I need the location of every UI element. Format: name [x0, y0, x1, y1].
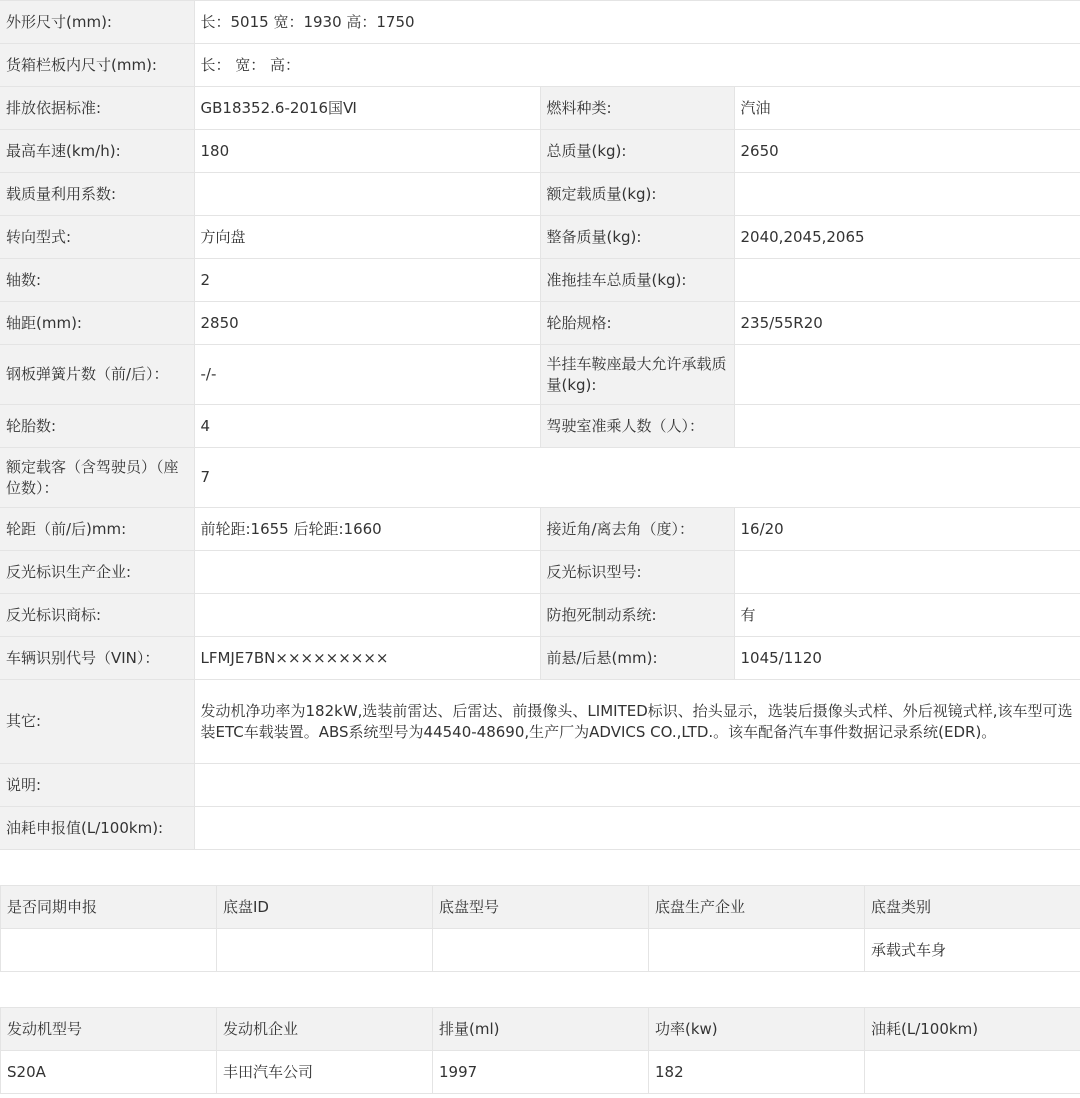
spec-label: 燃料种类: — [540, 87, 734, 130]
spec-row — [0, 551, 1080, 594]
spec-value: 长：5015 宽：1930 高：1750 — [194, 1, 1080, 44]
column-header: 发动机企业 — [217, 1008, 433, 1051]
table-row — [1, 1051, 1080, 1094]
column-header: 是否同期申报 — [1, 886, 217, 929]
spec-row-dimensions — [0, 1, 1080, 44]
spec-label: 最高车速(km/h): — [0, 130, 194, 173]
table-cell — [433, 929, 649, 972]
spec-value: 235/55R20 — [734, 302, 1080, 345]
spec-label: 载质量利用系数: — [0, 173, 194, 216]
spec-value: 前轮距:1655 后轮距:1660 — [194, 508, 540, 551]
spec-value — [734, 173, 1080, 216]
spec-row — [0, 508, 1080, 551]
spec-label: 轮距（前/后)mm: — [0, 508, 194, 551]
spec-label: 说明: — [0, 764, 194, 807]
spec-row — [0, 345, 1080, 405]
spec-row — [0, 637, 1080, 680]
column-header: 底盘类别 — [865, 886, 1080, 929]
spec-label: 外形尺寸(mm): — [0, 1, 194, 44]
spec-value — [734, 551, 1080, 594]
spec-row-other — [0, 680, 1080, 764]
table-cell: S20A — [1, 1051, 217, 1094]
section-spacer — [0, 850, 1080, 885]
spec-label: 半挂车鞍座最大允许承载质量(kg): — [540, 345, 734, 405]
table-cell — [1, 929, 217, 972]
spec-row-notes — [0, 764, 1080, 807]
spec-value: 有 — [734, 594, 1080, 637]
spec-label: 准拖挂车总质量(kg): — [540, 259, 734, 302]
section-spacer — [0, 972, 1080, 1007]
spec-value: 2 — [194, 259, 540, 302]
spec-label: 钢板弹簧片数（前/后）： — [0, 345, 194, 405]
column-header: 功率(kw) — [649, 1008, 865, 1051]
spec-value: 2040,2045,2065 — [734, 216, 1080, 259]
spec-value — [194, 594, 540, 637]
spec-value: 4 — [194, 405, 540, 448]
spec-label: 转向型式: — [0, 216, 194, 259]
engine-header-row — [1, 1008, 1080, 1051]
spec-label: 额定载客（含驾驶员）（座位数）： — [0, 448, 194, 508]
spec-label: 轮胎规格: — [540, 302, 734, 345]
spec-row — [0, 87, 1080, 130]
spec-label: 驾驶室准乘人数（人）： — [540, 405, 734, 448]
table-cell — [649, 929, 865, 972]
spec-value: LFMJE7BN××××××××× — [194, 637, 540, 680]
spec-value: GB18352.6-2016国Ⅵ — [194, 87, 540, 130]
spec-label: 反光标识商标: — [0, 594, 194, 637]
table-row — [1, 929, 1080, 972]
spec-label: 油耗申报值(L/100km): — [0, 807, 194, 850]
spec-label: 整备质量(kg): — [540, 216, 734, 259]
chassis-table — [0, 885, 1080, 972]
spec-label: 货箱栏板内尺寸(mm): — [0, 44, 194, 87]
spec-row-cargo-box — [0, 44, 1080, 87]
spec-row-seats — [0, 448, 1080, 508]
spec-value — [194, 764, 1080, 807]
engine-table — [0, 1007, 1080, 1094]
table-cell: 丰田汽车公司 — [217, 1051, 433, 1094]
column-header: 底盘生产企业 — [649, 886, 865, 929]
spec-value: 2850 — [194, 302, 540, 345]
spec-value: 7 — [194, 448, 1080, 508]
spec-label: 轮胎数: — [0, 405, 194, 448]
spec-value: 方向盘 — [194, 216, 540, 259]
spec-row — [0, 594, 1080, 637]
spec-label: 防抱死制动系统: — [540, 594, 734, 637]
spec-row — [0, 216, 1080, 259]
spec-value — [194, 173, 540, 216]
spec-value: 2650 — [734, 130, 1080, 173]
spec-value: 16/20 — [734, 508, 1080, 551]
column-header: 油耗(L/100km) — [865, 1008, 1080, 1051]
spec-value: -/- — [194, 345, 540, 405]
spec-value: 发动机净功率为182kW,选装前雷达、后雷达、前摄像头、LIMITED标识、抬头显示，选装后摄像头式样、外后视镜式样,该车型可选装ETC车载装置。ABS系统型号为44540-48690,生产厂为ADVICS CO.,LTD.。该车配备汽车事件数据记录系统(EDR)。 — [194, 680, 1080, 764]
table-cell — [217, 929, 433, 972]
chassis-header-row — [1, 886, 1080, 929]
spec-value: 长： 宽： 高： — [194, 44, 1080, 87]
column-header: 发动机型号 — [1, 1008, 217, 1051]
spec-label: 反光标识型号: — [540, 551, 734, 594]
column-header: 底盘型号 — [433, 886, 649, 929]
spec-label: 额定载质量(kg): — [540, 173, 734, 216]
spec-value — [734, 405, 1080, 448]
spec-value: 180 — [194, 130, 540, 173]
spec-label: 前悬/后悬(mm): — [540, 637, 734, 680]
spec-row — [0, 259, 1080, 302]
spec-value — [194, 807, 1080, 850]
table-cell — [865, 1051, 1080, 1094]
table-cell: 1997 — [433, 1051, 649, 1094]
spec-label: 排放依据标准: — [0, 87, 194, 130]
column-header: 底盘ID — [217, 886, 433, 929]
spec-row-fuel-consumption — [0, 807, 1080, 850]
spec-value: 1045/1120 — [734, 637, 1080, 680]
spec-row — [0, 173, 1080, 216]
spec-row — [0, 405, 1080, 448]
spec-value: 汽油 — [734, 87, 1080, 130]
spec-label: 轴距(mm): — [0, 302, 194, 345]
spec-label: 轴数: — [0, 259, 194, 302]
column-header: 排量(ml) — [433, 1008, 649, 1051]
spec-row — [0, 302, 1080, 345]
spec-value — [734, 345, 1080, 405]
table-cell: 承载式车身 — [865, 929, 1080, 972]
spec-label: 总质量(kg): — [540, 130, 734, 173]
table-cell: 182 — [649, 1051, 865, 1094]
spec-label: 接近角/离去角（度）： — [540, 508, 734, 551]
spec-value — [734, 259, 1080, 302]
spec-row — [0, 130, 1080, 173]
spec-label: 其它: — [0, 680, 194, 764]
spec-value — [194, 551, 540, 594]
spec-label: 车辆识别代号（VIN）： — [0, 637, 194, 680]
spec-label: 反光标识生产企业: — [0, 551, 194, 594]
